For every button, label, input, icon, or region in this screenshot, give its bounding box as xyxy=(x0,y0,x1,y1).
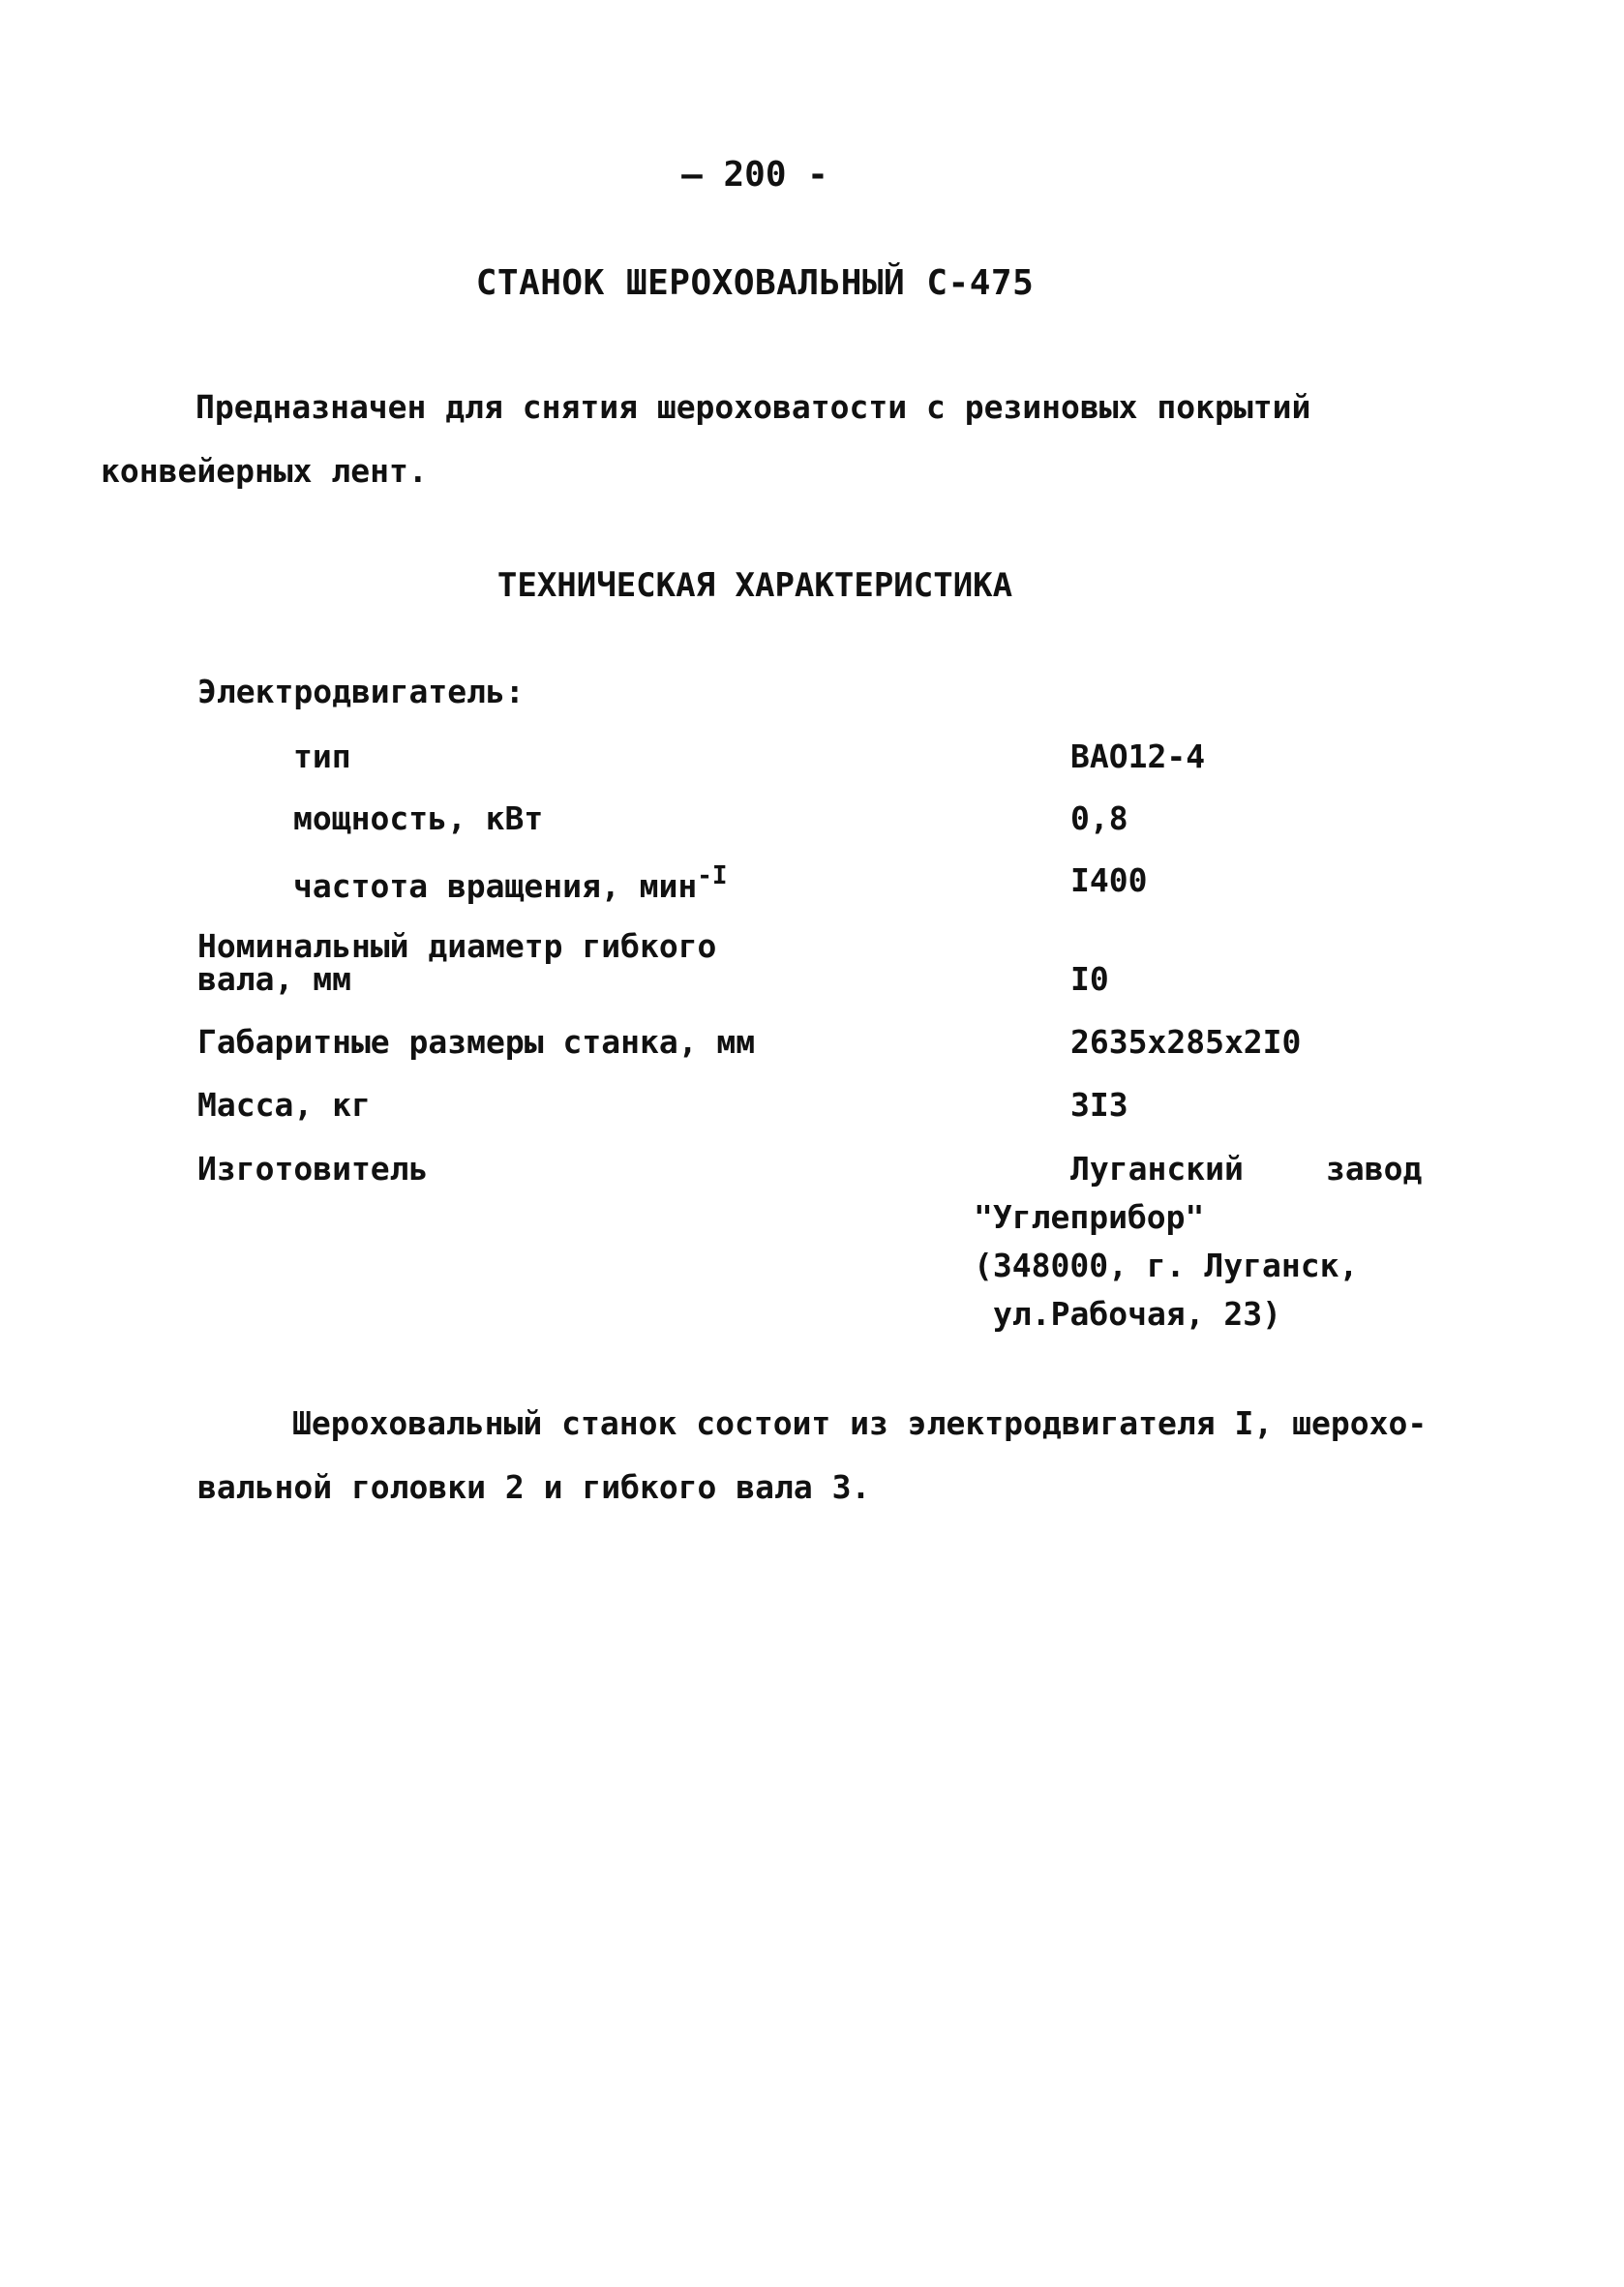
outro-paragraph xyxy=(197,1392,1446,1520)
page-number: — 200 - xyxy=(681,155,828,195)
intro-line-2: конвейерных лент. xyxy=(101,452,428,490)
outro-line-1: Шероховальный станок состоит из электродвигателя I, шерохо- xyxy=(292,1404,1428,1442)
mass-value: 3I3 xyxy=(1070,1086,1128,1124)
intro-line-1: Предназначен для снятия шероховатости с резиновых покрытий xyxy=(195,388,1311,426)
power-value: 0,8 xyxy=(1070,799,1128,837)
type-label: тип xyxy=(293,737,351,775)
diameter-label-line-1: Номинальный диаметр гибкого xyxy=(197,927,717,965)
speed-label: частота вращения, мин xyxy=(293,867,698,905)
type-value: ВАО12-4 xyxy=(1070,737,1206,775)
dimensions-value: 2635x285x2I0 xyxy=(1070,1023,1302,1061)
mass-label: Масса, кг xyxy=(197,1086,371,1124)
diameter-label-line-2: вала, мм xyxy=(197,960,351,998)
manufacturer-line-1a: Луганский xyxy=(1070,1150,1244,1188)
diameter-value: I0 xyxy=(1070,960,1109,998)
dimensions-label: Габаритные размеры станка, мм xyxy=(197,1023,756,1061)
manufacturer-line-3: (348000, г. Луганск, xyxy=(974,1247,1359,1284)
manufacturer-label: Изготовитель xyxy=(197,1150,429,1188)
speed-unit-superscript: -I xyxy=(697,861,728,890)
speed-label-row xyxy=(293,861,728,905)
manufacturer-line-2: "Углеприбор" xyxy=(974,1198,1205,1236)
power-label: мощность, кВт xyxy=(293,799,544,837)
manufacturer-line-4: ул.Рабочая, 23) xyxy=(993,1295,1282,1333)
outro-line-2: вальной головки 2 и гибкого вала 3. xyxy=(197,1468,871,1506)
motor-label: Электродвигатель: xyxy=(197,673,525,710)
speed-value: I400 xyxy=(1070,861,1148,899)
intro-paragraph xyxy=(101,376,1434,503)
manufacturer-line-1b: завод xyxy=(1326,1150,1423,1188)
document-title: СТАНОК ШЕРОХОВАЛЬНЫЙ С-475 xyxy=(475,263,1035,303)
spec-section-title: ТЕХНИЧЕСКАЯ ХАРАКТЕРИСТИКА xyxy=(496,566,1013,605)
